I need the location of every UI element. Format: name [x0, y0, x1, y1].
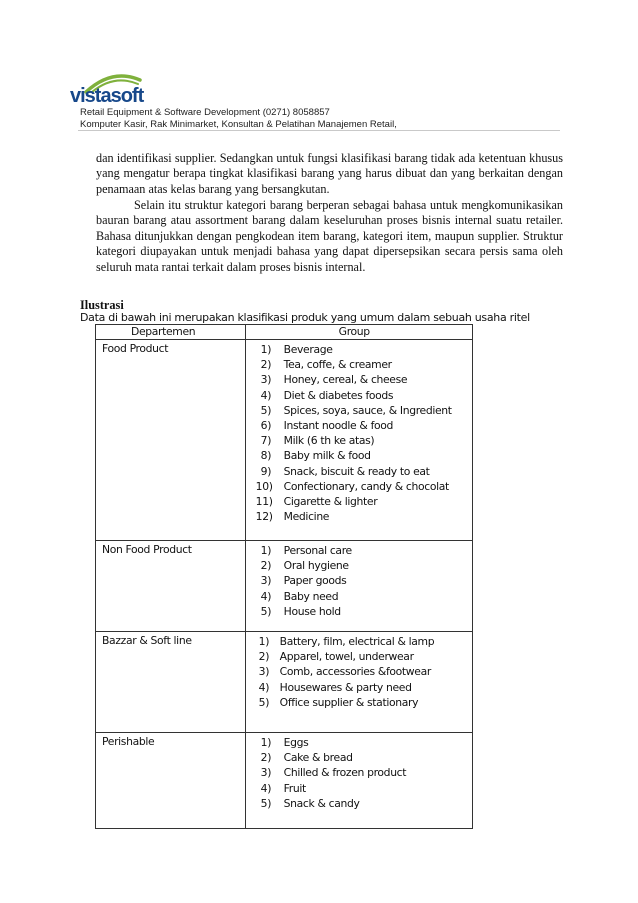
header-divider	[78, 130, 560, 131]
company-info-line: Retail Equipment & Software Development (0271) 8058857	[80, 107, 330, 118]
department-cell: Bazzar & Soft line	[96, 632, 246, 733]
column-header-group: Group	[245, 325, 472, 340]
list-item: 1) Eggs	[260, 736, 309, 749]
table-row	[96, 632, 473, 733]
body-paragraph-1: dan identifikasi supplier. Sedangkan untuk fungsi klasifikasi barang tidak ada ketentuan khusus yang mengatur berapa tingkat klasifikasi barang yang harus dibuat dan yang berkaitan dengan penamaan atas kelas barang yang bersangkutan.	[96, 151, 563, 196]
list-item: 9) Snack, biscuit & ready to eat	[260, 464, 430, 478]
list-item: 1) Beverage	[260, 343, 333, 356]
list-item: 12) Medicine	[255, 510, 330, 524]
illustration-title: Ilustrasi	[80, 298, 124, 312]
list-item: 4) Housewares & party need	[258, 680, 412, 694]
list-item: 4) Diet & diabetes foods	[260, 388, 394, 402]
list-item: 10) Confectionary, candy & chocolat	[255, 479, 449, 493]
list-item: 1) Personal care	[260, 544, 352, 557]
list-item: 3) Paper goods	[260, 574, 347, 588]
list-item: 2) Cake & bread	[260, 751, 353, 765]
table-header-row	[96, 325, 473, 340]
list-item: 3) Honey, cereal, & cheese	[260, 373, 408, 387]
list-item: 11) Cigarette & lighter	[255, 494, 378, 508]
group-cell	[245, 541, 472, 632]
list-item: 5) Snack & candy	[260, 796, 360, 810]
list-item: 7) Milk (6 th ke atas)	[260, 434, 375, 448]
list-item: 8) Baby milk & food	[260, 449, 371, 463]
vistasoft-logo	[70, 72, 150, 106]
table-row	[96, 733, 473, 829]
list-item: 6) Instant noodle & food	[260, 418, 394, 432]
logo-wordmark: vistasoft	[70, 85, 144, 107]
group-cell	[245, 733, 472, 829]
list-item: 3) Chilled & frozen product	[260, 766, 407, 780]
list-item: 2) Oral hygiene	[260, 559, 349, 573]
list-item: 5) Spices, soya, sauce, & Ingredient	[260, 403, 452, 417]
group-cell	[245, 340, 472, 541]
list-item: 5) Office supplier & stationary	[258, 695, 419, 709]
company-services-line: Komputer Kasir, Rak Minimarket, Konsultan & Pelatihan Manajemen Retail,	[80, 119, 397, 130]
table-row	[96, 340, 473, 541]
list-item: 3) Comb, accessories &footwear	[258, 665, 431, 679]
list-item: 4) Baby need	[260, 589, 339, 603]
department-cell: Perishable	[96, 733, 246, 829]
group-list	[246, 342, 472, 524]
body-paragraph-2: Selain itu struktur kategori barang berperan sebagai bahasa untuk mengkomunikasikan bauran barang atau assortment barang dalam keseluruhan proses bisnis internal suatu retailer. Bahasa ditunjukkan dengan pengkodean item barang, kategori item, maupun supplier. Struktur kategori diupayakan untuk menjadi bahasa yang dapat dipersepsikan secara persis sama oleh seluruh mata rantai terkait dalam proses bisnis internal.	[96, 198, 563, 274]
group-list	[246, 634, 472, 710]
list-item: 4) Fruit	[260, 781, 306, 795]
list-item: 5) House hold	[260, 604, 341, 618]
department-cell: Food Product	[96, 340, 246, 541]
table-row	[96, 541, 473, 632]
group-cell	[245, 632, 472, 733]
list-item: 2) Tea, coffe, & creamer	[260, 358, 392, 372]
group-list	[246, 543, 472, 619]
list-item: 1) Battery, film, electrical & lamp	[258, 635, 435, 648]
group-list	[246, 735, 472, 811]
column-header-department: Departemen	[96, 325, 246, 340]
classification-table	[95, 324, 473, 829]
illustration-subtitle: Data di bawah ini merupakan klasifikasi produk yang umum dalam sebuah usaha ritel	[80, 311, 530, 324]
department-cell: Non Food Product	[96, 541, 246, 632]
list-item: 2) Apparel, towel, underwear	[258, 650, 414, 664]
